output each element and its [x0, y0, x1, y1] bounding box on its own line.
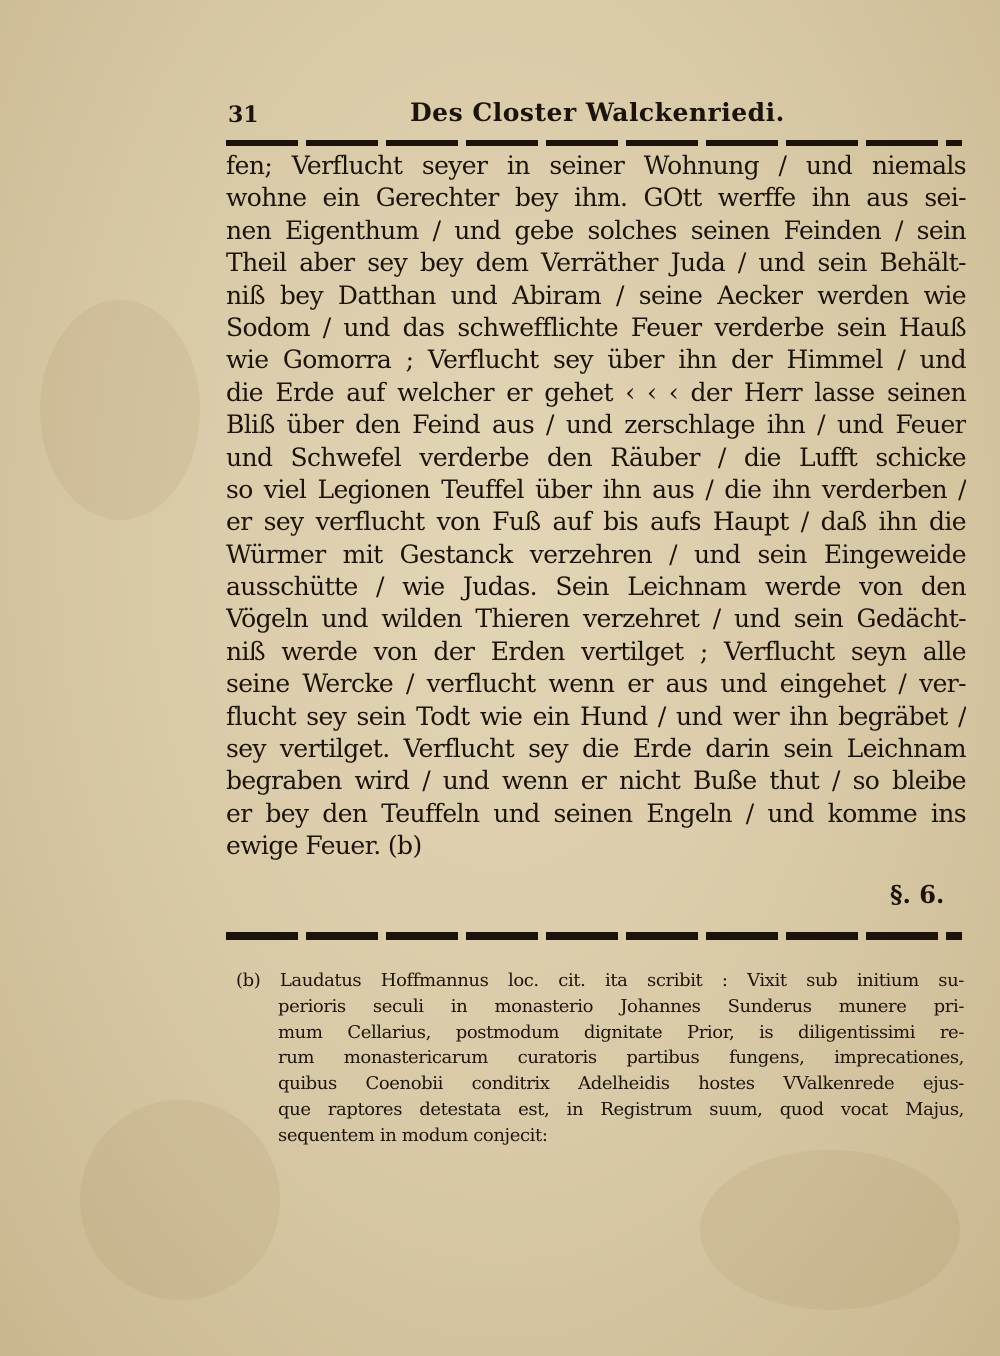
running-title: Des Closter Walckenriedi.: [410, 98, 785, 127]
header-rule: [226, 140, 962, 146]
text-line: er bey den Teuffeln und seinen Engeln / und komme ins: [226, 798, 966, 828]
text-line: wohne ein Gerechter bey ihm. GOtt werffe ihn aus sei-: [226, 183, 966, 213]
text-line: begraben wird / und wenn er nicht Buße thut / so bleibe: [226, 766, 966, 796]
paper-stain: [40, 300, 200, 520]
text-line: sey vertilget. Verflucht sey die Erde darin sein Leichnam: [226, 734, 966, 764]
footnote-line: mum Cellarius, postmodum dignitate Prior, is diligentissimi re-: [278, 1021, 964, 1043]
page-number: 31: [228, 102, 259, 128]
main-text: [226, 150, 966, 863]
text-line: nen Eigenthum / und gebe solches seinen Feinden / sein: [226, 215, 966, 245]
text-line: Vögeln und wilden Thieren verzehret / und sein Gedächt-: [226, 604, 966, 634]
text-line: und Schwefel verderbe den Räuber / die Lufft schicke: [226, 442, 966, 472]
footnote-line: sequentem in modum conjecit:: [278, 1124, 548, 1146]
text-line: fen; Verflucht seyer in seiner Wohnung / und niemals: [226, 151, 966, 180]
text-line: flucht sey sein Todt wie ein Hund / und wer ihn begräbet /: [226, 701, 966, 731]
paper-stain: [700, 1150, 960, 1310]
footnote-line: rum monastericarum curatoris partibus fungens, imprecationes,: [278, 1047, 964, 1069]
text-line: wie Gomorra ; Verflucht sey über ihn der Himmel / und: [226, 345, 966, 375]
footnote-line: que raptores detestata est, in Registrum suum, quod vocat Majus,: [278, 1098, 964, 1120]
text-line: niß werde von der Erden vertilget ; Verflucht seyn alle: [226, 636, 966, 666]
footnote: [236, 968, 964, 1149]
text-line: ewige Feuer. (b): [226, 831, 422, 861]
text-line: Bliß über den Feind aus / und zerschlage ihn / und Feuer: [226, 410, 966, 440]
footnote-rule: [226, 932, 962, 940]
text-line: niß bey Datthan und Abiram / seine Aecker werden wie: [226, 280, 966, 310]
text-line: Sodom / und das schwefflichte Feuer verderbe sein Hauß: [226, 312, 966, 342]
footnote-line: perioris seculi in monasterio Johannes Sunderus munere pri-: [278, 995, 964, 1017]
text-line: Theil aber sey bey dem Verräther Juda / und sein Behält-: [226, 248, 966, 278]
text-line: so viel Legionen Teuffel über ihn aus / die ihn verderben /: [226, 474, 966, 504]
footnote-line: (b) Laudatus Hoffmannus loc. cit. ita scribit : Vixit sub initium su-: [236, 970, 964, 991]
footnote-line: quibus Coenobii conditrix Adelheidis hostes VValkenrede ejus-: [278, 1073, 964, 1095]
page-header: [228, 98, 968, 134]
section-mark: §. 6.: [890, 880, 945, 909]
text-line: seine Wercke / verflucht wenn er aus und eingehet / ver-: [226, 669, 966, 699]
text-line: Würmer mit Gestanck verzehren / und sein Eingeweide: [226, 539, 966, 569]
text-line: ausschütte / wie Judas. Sein Leichnam werde von den: [226, 572, 966, 602]
text-line: er sey verflucht von Fuß auf bis aufs Haupt / daß ihn die: [226, 507, 966, 537]
text-line: die Erde auf welcher er gehet ‹ ‹ ‹ der Herr lasse seinen: [226, 377, 966, 407]
